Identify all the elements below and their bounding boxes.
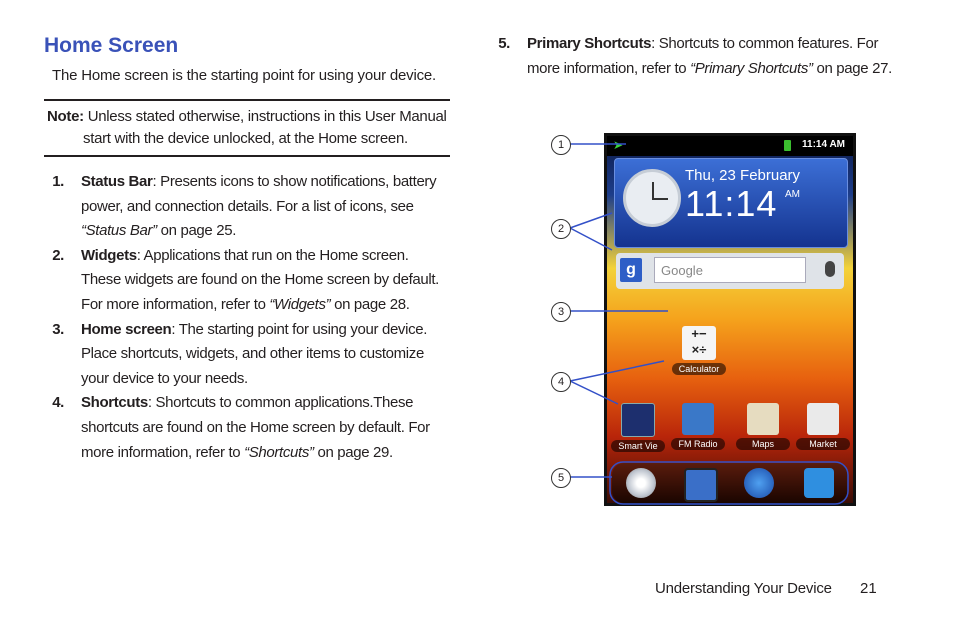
item-tail: on page 25. (156, 222, 237, 240)
item-number: 1. (52, 173, 64, 190)
callout-3: 3 (551, 302, 571, 322)
item-number: 5. (498, 35, 510, 52)
item-tail: on page 29. (313, 443, 393, 461)
search-input: Google (654, 257, 806, 283)
widget-time: 11:14 (685, 183, 778, 224)
item-text: : Shortcuts to common features. For more information, refer to (527, 35, 879, 77)
app-label: FM Radio (671, 438, 725, 450)
callout-line-4a (570, 361, 664, 381)
intro-text: The Home screen is the starting point for using your device. (52, 67, 437, 84)
widget-date: Thu, 23 February (685, 167, 801, 184)
footer-section: Understanding Your Device (655, 580, 832, 597)
page-number: 21 (860, 580, 877, 597)
calculator-icon: +− ×÷ (682, 326, 716, 360)
dock-highlight (610, 462, 848, 504)
callout-line-2a (570, 213, 612, 228)
note-label: Note: (47, 108, 84, 125)
widget-ampm: AM (785, 189, 800, 200)
callout-4: 4 (551, 372, 571, 392)
item-number: 4. (52, 394, 64, 412)
item-tail: on page 28. (330, 295, 410, 313)
item-term: Home screen (81, 320, 172, 338)
item-text: : Presents icons to show notifications, battery power, and connection details. For a list of icons, see (81, 173, 437, 215)
item-reference: “Primary Shortcuts” (690, 59, 813, 77)
callout-2: 2 (551, 219, 571, 239)
app-label: Calculator (672, 363, 726, 375)
callout-5: 5 (551, 468, 571, 488)
item-number: 2. (52, 246, 64, 264)
app-label: Maps (736, 438, 790, 450)
item-term: Shortcuts (81, 394, 148, 412)
page-title: Home Screen (44, 34, 179, 57)
item-term: Widgets (81, 246, 137, 264)
item-term: Primary Shortcuts (527, 35, 652, 52)
google-icon: g (620, 258, 642, 282)
note-text-line1: Unless stated otherwise, instructions in this User Manual (83, 108, 447, 125)
item-number: 3. (52, 320, 64, 338)
callout-line-2b (570, 228, 612, 250)
callout-line-4b (570, 381, 618, 404)
data-sync-icon: ➤ (613, 138, 624, 152)
app-label: Smart Vie (611, 440, 665, 452)
item-text: : Applications that run on the Home screen. These widgets are found on the Home screen by default. For more information, refer to (81, 246, 439, 313)
item-text: : The starting point for using your device. Place shortcuts, widgets, and other items to customize your device to your needs. (81, 320, 428, 387)
item-reference: “Widgets” (269, 295, 331, 313)
item-term: Status Bar (81, 173, 153, 190)
item-reference: “Shortcuts” (244, 443, 314, 461)
item-tail: on page 27. (812, 59, 892, 77)
app-label: Market (796, 438, 850, 450)
status-time: 11:14 AM (802, 139, 845, 150)
item-reference: “Status Bar” (81, 222, 157, 240)
note-text-line2: start with the device unlocked, at the Home screen. (83, 130, 408, 147)
item-text: : Shortcuts to common applications.These shortcuts are found on the Home screen by default. For more information, refer to (81, 394, 430, 461)
callout-1: 1 (551, 135, 571, 155)
